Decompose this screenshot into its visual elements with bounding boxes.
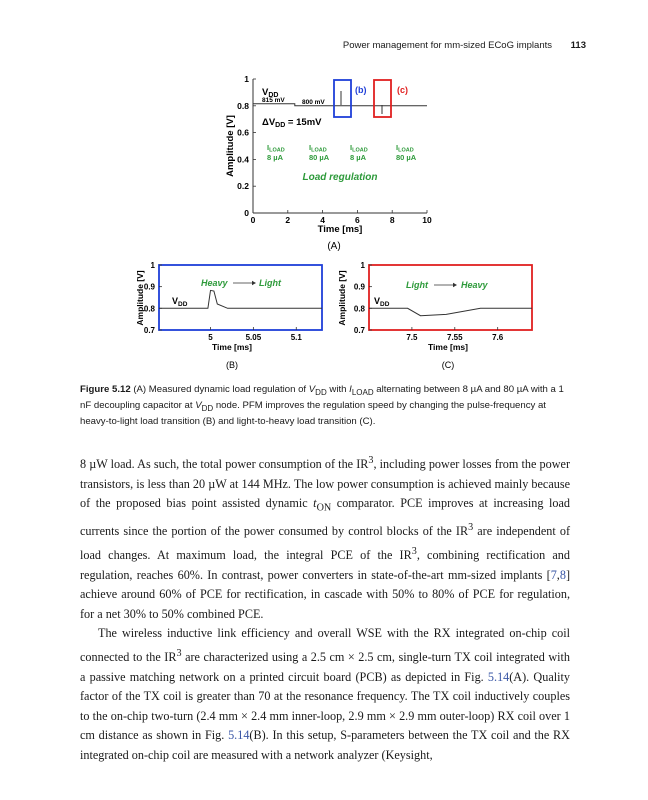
vdd-trace-a — [253, 104, 427, 106]
y-tick-label: 0.9 — [143, 282, 155, 292]
arrow-c-head — [453, 283, 457, 287]
paragraph-2: The wireless inductive link efficiency and overall WSE with the RX integrated on-chip coil connected to the $IR^3$ are characterized using a 2.5 cm × 2.5 cm, single-turn TX coil integrated with a passive matching network on a printed circuit board (PCB) as depicted in Fig. 5.14(A). Quality factor of the TX coil is greater than 70 at the resonance frequency. The TX coil inductively couples to the on-chip two-turn (2.4 mm × 2.4 mm inner-loop, 2.9 mm × 2.9 mm outer-loop) RX coil over 1 cm distance as shown in Fig. 5.14(B). In this setup, S-parameters between the TX coil and the RX integrated on-chip coil are measured with a network analyzer (Keysight, — [80, 626, 570, 762]
load-value: 8 µA — [350, 153, 366, 162]
panel-label-b: (B) — [226, 360, 238, 370]
y-tick-label: 0.8 — [353, 304, 365, 314]
from-label-c: Light — [406, 280, 428, 290]
figure-label: Figure 5.12 — [80, 384, 131, 395]
x-tick-label: 4 — [320, 215, 325, 225]
x-tick-label: 7.55 — [447, 333, 463, 342]
y-tick-label: 0 — [244, 208, 249, 218]
y-tick-label: 0.4 — [237, 154, 249, 165]
x-ticks-a — [251, 210, 432, 225]
y-tick-label: 0.8 — [237, 100, 249, 111]
value-815mv: 815 mV — [262, 97, 285, 104]
y-tick-label: 1 — [244, 74, 249, 84]
load-label: $I_{LOAD}$ — [267, 143, 285, 154]
x-tick-label: 2 — [285, 215, 291, 225]
load-label: $I_{LOAD}$ — [350, 143, 368, 154]
y-tick-label: 1 — [360, 261, 365, 270]
y-tick-label: 0.2 — [237, 181, 249, 192]
from-label-b: Heavy — [201, 278, 228, 288]
to-label-b: Light — [259, 278, 281, 288]
load-label: $I_{LOAD}$ — [396, 143, 414, 154]
value-800mv: 800 mV — [302, 99, 325, 106]
y-tick-label: 0.8 — [143, 304, 155, 314]
vdd-label-b: $V_{DD}$ — [172, 296, 188, 308]
x-tick-label: 10 — [422, 215, 432, 225]
body-text — [80, 451, 570, 766]
x-tick-label: 5.1 — [290, 333, 302, 342]
chart-title-a: Load regulation — [302, 172, 378, 183]
y-tick-label: 0.9 — [353, 282, 365, 292]
xlabel-a: Time [ms] — [317, 224, 363, 235]
x-tick-label: 0 — [250, 215, 256, 225]
label-c: (c) — [397, 85, 408, 95]
load-labels — [267, 143, 417, 162]
y-tick-label: 0.7 — [353, 326, 365, 335]
xlabel-c: Time [ms] — [428, 342, 468, 352]
figure-caption: Figure 5.12 (A) Measured dynamic load regulation of $V_{DD}$ with $I_{LOAD}$ alternating between 8 µA and 80 µA with a 1 nF decoupling capacitor at $V_{DD}$ node. PFM improves the regulation speed by changing the pulse-frequency at heavy-to-light load transition (B) and light-to-heavy load transition (C). — [80, 384, 564, 427]
y-tick-label: 1 — [150, 261, 155, 270]
y-tick-label: 0.7 — [143, 326, 155, 335]
delta-vdd-label: $\Delta V_{DD} = 15mV$ — [262, 117, 322, 129]
y-tick-label: 0.6 — [237, 127, 249, 138]
vdd-label-c: $V_{DD}$ — [374, 296, 390, 308]
load-label: $I_{LOAD}$ — [309, 143, 327, 154]
page-number: 113 — [570, 40, 586, 51]
frame-c — [369, 265, 532, 330]
citation-link-7[interactable]: 7 — [550, 567, 557, 582]
highlight-box-b — [334, 80, 351, 117]
x-tick-label: 7.5 — [406, 333, 418, 342]
citation-link-8[interactable]: 8 — [559, 567, 566, 582]
running-title: Power management for mm-sized ECoG implants — [342, 40, 552, 51]
x-tick-label: 7.6 — [492, 333, 504, 342]
frame-b — [159, 265, 322, 330]
to-label-c: Heavy — [461, 280, 488, 290]
x-tick-label: 5.05 — [245, 333, 262, 342]
label-b: (b) — [355, 85, 367, 95]
ylabel-b: Amplitude [V] — [135, 270, 145, 326]
chart-a — [225, 74, 432, 235]
ylabel-a: Amplitude [V] — [225, 115, 236, 177]
paragraph-1: 8 µW load. As such, the total power consumption of the $IR^3$, including power losses from the power transistors, is less than 20 µW at 144 MHz. The low power consumption is achieved mainly because of the proposed bias point assisted dynamic $t_{ON}$ comparator. PCE improves at increasing load currents since the portion of the power consumed by control blocks of the $IR^3$ are independent of load changes. At maximum load, the integral PCE of the $IR^3$, combining rectification and regulation, reaches 60%. In contrast, power converters in state-of-the-art mm-sized implants [7,8] achieve around 60% of PCE for rectification, in cascade with 50% to 80% of PCE for regulation, for a net 30% to 50% combined PCE. — [80, 455, 571, 621]
arrow-b-head — [252, 281, 256, 285]
x-tick-label: 8 — [389, 215, 395, 225]
vdd-label-a: $V_{DD}$ — [262, 87, 279, 99]
load-value: 80 µA — [309, 153, 330, 162]
xlabel-b: Time [ms] — [212, 342, 252, 352]
x-tick-label: 5 — [208, 333, 213, 342]
load-value: 80 µA — [396, 153, 417, 162]
ylabel-c: Amplitude [V] — [337, 270, 347, 326]
figure-link-5-14[interactable]: 5.14 — [487, 669, 510, 684]
vdd-trace-c — [369, 308, 532, 315]
chart-c — [337, 261, 532, 352]
figure-link-5-14b[interactable]: 5.14 — [228, 728, 250, 743]
x-tick-label: 6 — [355, 215, 360, 225]
load-value: 8 µA — [267, 153, 283, 162]
panel-label-a: (A) — [327, 241, 341, 252]
chart-b — [135, 261, 322, 352]
panel-label-c: (C) — [441, 360, 455, 370]
